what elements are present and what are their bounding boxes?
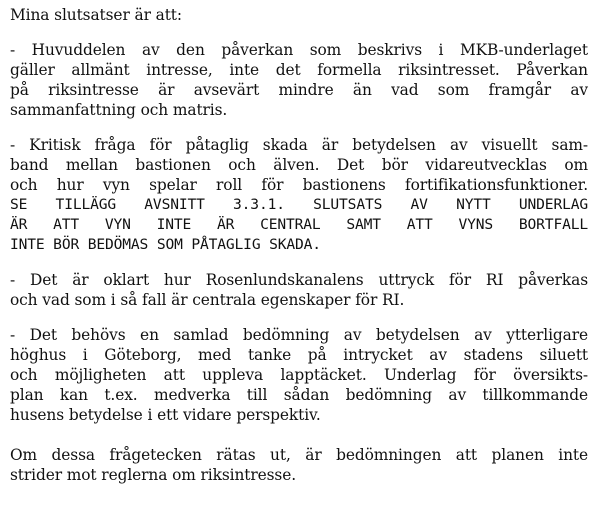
paragraph-line: - Det är oklart hur Rosenlundskanalens uttryck för RI påverkas — [10, 271, 588, 289]
paragraph-line: husens betydelse i ett vidare perspektiv. — [10, 406, 321, 424]
paragraph-line: - Huvuddelen av den påverkan som beskrivs i MKB-underlaget — [10, 41, 588, 59]
paragraph-line: höghus i Göteborg, med tanke på intrycket av stadens siluett — [10, 346, 588, 364]
paragraph-line: och möjligheten att uppleva lapptäcket. Underlag för översikts- — [10, 366, 588, 384]
paragraph-line: - Kritisk fråga för påtaglig skada är betydelsen av visuellt sam- — [10, 136, 588, 154]
paragraph-line: - Det behövs en samlad bedömning av betydelsen av ytterligare — [10, 326, 588, 344]
paragraph-line: plan kan t.ex. medverka till sådan bedömning av tillkommande — [10, 386, 588, 404]
paragraph-line: och vad som i så fall är centrala egenskaper för RI. — [10, 291, 405, 309]
paragraph-line: strider mot reglerna om riksintresse. — [10, 466, 297, 484]
paragraph-line: sammanfattning och matris. — [10, 101, 228, 119]
intro-text: Mina slutsatser är att: — [10, 6, 182, 24]
paragraph-line-caps: INTE BÖR BEDÖMAS SOM PÅTAGLIG SKADA. — [10, 236, 321, 253]
paragraph-line-caps: ÄR ATT VYN INTE ÄR CENTRAL SAMT ATT VYNS BORTFALL — [10, 216, 588, 233]
paragraph-line: gäller allmänt intresse, inte det formella riksintresset. Påverkan — [10, 61, 588, 79]
paragraph-line-caps: SE TILLÄGG AVSNITT 3.3.1. SLUTSATS AV NYTT UNDERLAG — [10, 196, 588, 213]
paragraph-line: och hur vyn spelar roll för bastionens fortifikationsfunktioner. — [10, 176, 588, 194]
paragraph-line: band mellan bastionen och älven. Det bör vidareutvecklas om — [10, 156, 588, 174]
paragraph-line: Om dessa frågetecken rätas ut, är bedömningen att planen inte — [10, 446, 588, 464]
paragraph-line: på riksintresse är avsevärt mindre än vad som framgår av — [10, 81, 588, 99]
